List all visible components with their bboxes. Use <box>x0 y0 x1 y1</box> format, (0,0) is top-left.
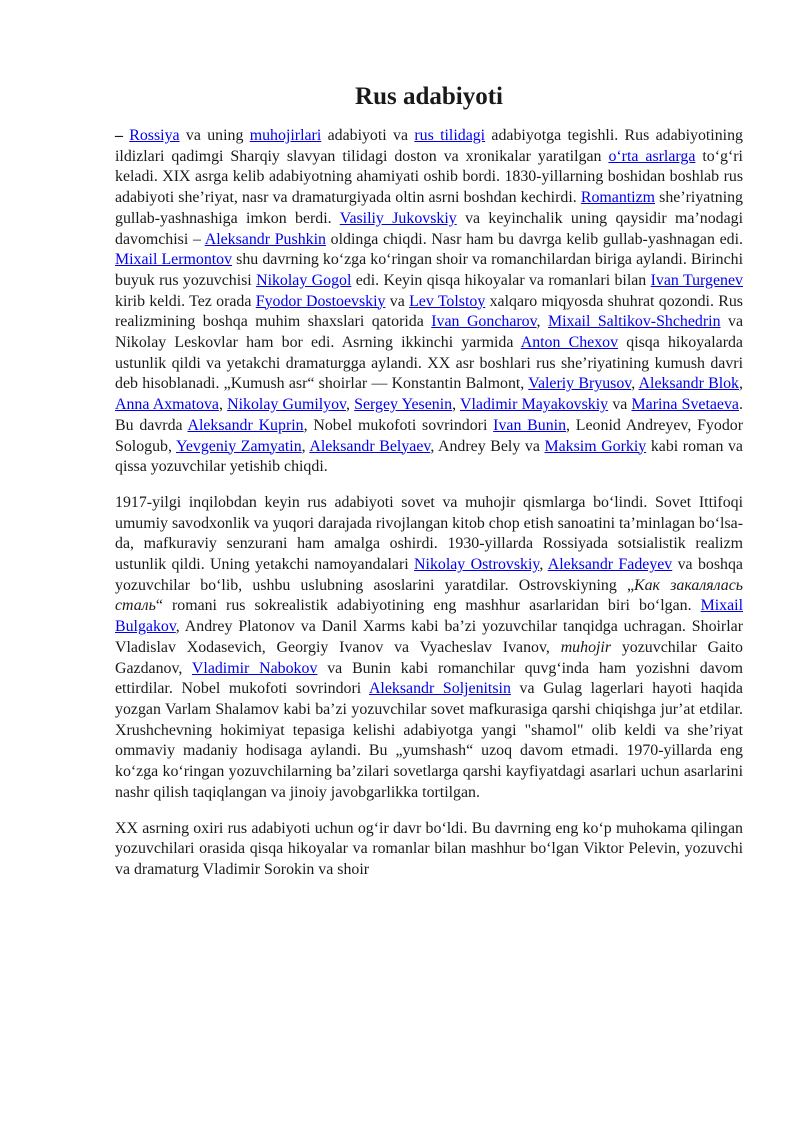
text-run: 1917-yilgi inqilobdan keyin rus adabiyoti sovet va muhojir qismlarga boʻlindi. Sovet Ittifoqi umumiy savodxonlik va yuqori darajada rivojlangan kitob chop etish sanoatini taʼminlagan boʻlsa-da, mafkuraviy senzurani ham amalga oshirdi. 1930-yillarda Rossiyada sotsialistik realizm ustunlik qildi. Uning yetakchi namoyandalari <box>115 493 743 574</box>
text-run: va <box>608 396 632 414</box>
wiki-link[interactable]: Romantizm <box>580 189 656 207</box>
wiki-link[interactable]: Aleksandr Belyaev <box>309 437 431 455</box>
text-run: va uning <box>179 127 250 144</box>
document-body <box>115 126 743 881</box>
text-run: kabi roman va qissa yozuvchilar yetishib chiqdi. <box>115 437 743 476</box>
text-run: xalqaro miqyosda shuhrat qozondi. Rus realizmining boshqa muhim shaxslari qatorida <box>115 292 743 331</box>
wiki-link[interactable]: Lev Tolstoy <box>409 292 486 310</box>
wiki-link[interactable]: muhojirlari <box>249 127 322 144</box>
wiki-link[interactable]: Mixail Saltikov-Shchedrin <box>547 313 721 331</box>
text-run: , Nobel mukofoti sovrindori <box>303 416 494 434</box>
wiki-link[interactable]: Anna Axmatova <box>115 396 219 414</box>
wiki-link[interactable]: Mixail Lermontov <box>115 251 233 269</box>
text-run: shu davrning koʻzga koʻringan shoir va romanchilardan biriga aylandi. Birinchi buyuk rus yozuvchisi <box>115 251 743 289</box>
wiki-link[interactable]: Aleksandr Pushkin <box>204 230 326 248</box>
text-run: adabiyoti va <box>321 127 415 144</box>
text-run: , Leonid Andreyev, Fyodor Sologub, <box>115 416 743 455</box>
text-run: yozuvchilar Gaito Gazdanov, <box>115 638 743 677</box>
wiki-link[interactable]: Anton Chexov <box>520 334 619 352</box>
text-run: XX asrning oxiri rus adabiyoti uchun ogʻir davr boʻldi. Bu davrning eng koʻp muhokama qilingan yozuvchilari orasida qisqa hikoyalar va romanlar bilan mashhur boʻlgan Viktor Pelevin, yozuvchi va dramaturg Vladimir Sorokin va shoir <box>115 819 743 878</box>
text-run: , <box>539 556 548 574</box>
wiki-link[interactable]: Yevgeniy Zamyatin <box>175 437 302 455</box>
wiki-link[interactable]: Sergey Yesenin <box>354 396 453 414</box>
text-run: , Andrey Bely va <box>430 437 545 455</box>
wiki-link[interactable]: Aleksandr Blok <box>638 375 740 393</box>
document-page <box>115 82 743 896</box>
wiki-link[interactable]: Aleksandr Kuprin <box>187 416 304 434</box>
text-run: va keyinchalik uning qaysidir maʼnodagi davomchisi – <box>115 209 744 248</box>
wiki-link[interactable]: Vladimir Nabokov <box>191 659 318 677</box>
wiki-link[interactable]: Vasiliy Jukovskiy <box>339 209 457 227</box>
text-run: , <box>301 437 310 455</box>
text-run: va Nikolay Leskovlar ham bor edi. Asrning ikkinchi yarmida <box>115 313 743 352</box>
wiki-link[interactable]: oʻrta asrlarga <box>608 147 696 165</box>
italic-text: muhojir <box>560 638 612 656</box>
text-run: , <box>345 396 355 414</box>
wiki-link[interactable]: Nikolay Gogol <box>256 271 352 289</box>
wiki-link[interactable]: Ivan Turgenev <box>650 271 743 289</box>
text-run: sheʼriyatning gullab-yashnashiga imkon berdi. <box>115 189 743 227</box>
wiki-link[interactable]: Rossiya <box>129 127 180 144</box>
text-run: va boshqa yozuvchilar boʻlib, ushbu uslubning asoslarini yaratdilar. Ostrovskiyning „ <box>115 556 743 594</box>
wiki-link[interactable]: Ivan Bunin <box>493 416 567 434</box>
text-run: qisqa hikoyalarda ustunlik qildi va yetakchi dramaturgga aylandi. XX asr boshlari rus sheʼriyatining kumush davri deb hisoblanadi. „Kumush asr“ shoirlar — Konstantin Balmont, <box>115 334 743 393</box>
text-run: , <box>218 396 228 414</box>
italic-text: Как закалялась сталь <box>115 576 743 615</box>
wiki-link[interactable]: rus tilidagi <box>414 127 486 144</box>
wiki-link[interactable]: Valeriy Bryusov <box>528 375 632 393</box>
wiki-link[interactable]: Maksim Gorkiy <box>544 437 647 455</box>
text-run: , <box>631 375 639 393</box>
wiki-link[interactable]: Nikolay Ostrovskiy <box>414 556 540 574</box>
wiki-link[interactable]: Marina Svetaeva <box>631 396 739 414</box>
text-run: edi. Keyin qisqa hikoyalar va romanlari bilan <box>351 271 651 289</box>
text-run: . Bu davrda <box>115 396 743 434</box>
wiki-link[interactable]: Aleksandr Fadeyev <box>547 556 673 574</box>
wiki-link[interactable]: Aleksandr Soljenitsin <box>368 680 511 698</box>
wiki-link[interactable]: Ivan Goncharov <box>431 313 537 331</box>
text-run: va Bunin kabi romanchilar quvgʻinda ham yozishni davom ettirdilar. Nobel mukofoti sovrindori <box>115 659 743 698</box>
paragraph <box>115 126 743 478</box>
text-run: , <box>452 396 461 414</box>
wiki-link[interactable]: Fyodor Dostoevskiy <box>255 292 386 310</box>
text-run: , Andrey Platonov va Danil Xarms kabi baʼzi yozuvchilar tanqidga uchragan. Shoirlar Vladislav Xodasevich, Georgiy Ivanov va Vyacheslav Ivanov, <box>115 618 743 656</box>
wiki-link[interactable]: Vladimir Mayakovskiy <box>460 396 609 414</box>
paragraph <box>115 819 743 881</box>
text-run: va Gulag lagerlari hayoti haqida yozgan Varlam Shalamov kabi baʼzi yozuvchilar sovet mafkurasiga qarshi chiqishga jurʼat etdilar. Xrushchevning hokimiyat tepasiga kelishi adabiyotga yangi "shamol" olib keldi va sheʼriyat ommaviy madaniy hodisaga aylandi. Bu „yumshash“ uzoq davom etmadi. 1970-yillarda eng koʻzga koʻringan yozuvchilarning baʼzilari sovetlarga qarshi kayfiyatdagi asarlari uchun asarlarini nashr qilish taqiqlangan va jinoiy javobgarlikka tortilgan. <box>115 680 743 801</box>
text-run: , <box>739 375 743 393</box>
paragraph <box>115 493 743 804</box>
lead-dash: – <box>115 127 130 144</box>
page-title: Rus adabiyoti <box>355 83 503 110</box>
wiki-link[interactable]: Mixail Bulgakov <box>115 597 743 636</box>
text-run: , <box>536 313 548 331</box>
text-run: toʻgʻri keladi. XIX asrga kelib adabiyotning ahamiyati oshib bordi. 1830-yillarning boshidan boshlab rus adabiyoti sheʼriyat, nasr va dramaturgiyada oltin asrni boshdan kechirdi. <box>115 147 743 207</box>
text-run: “ romani rus sokrealistik adabiyotining eng mashhur asarlaridan biri boʻlgan. <box>155 597 701 615</box>
wiki-link[interactable]: Nikolay Gumilyov <box>227 396 346 414</box>
text-run: adabiyotga tegishli. Rus adabiyotining ildizlari qadimgi Sharqiy slavyan tilidagi doston va xronikalar yaratilgan <box>115 127 743 165</box>
text-run: oldinga chiqdi. Nasr ham bu davrga kelib gullab-yashnagan edi. <box>325 230 743 248</box>
text-run: kirib keldi. Tez orada <box>115 292 256 310</box>
text-run: va <box>385 292 410 310</box>
